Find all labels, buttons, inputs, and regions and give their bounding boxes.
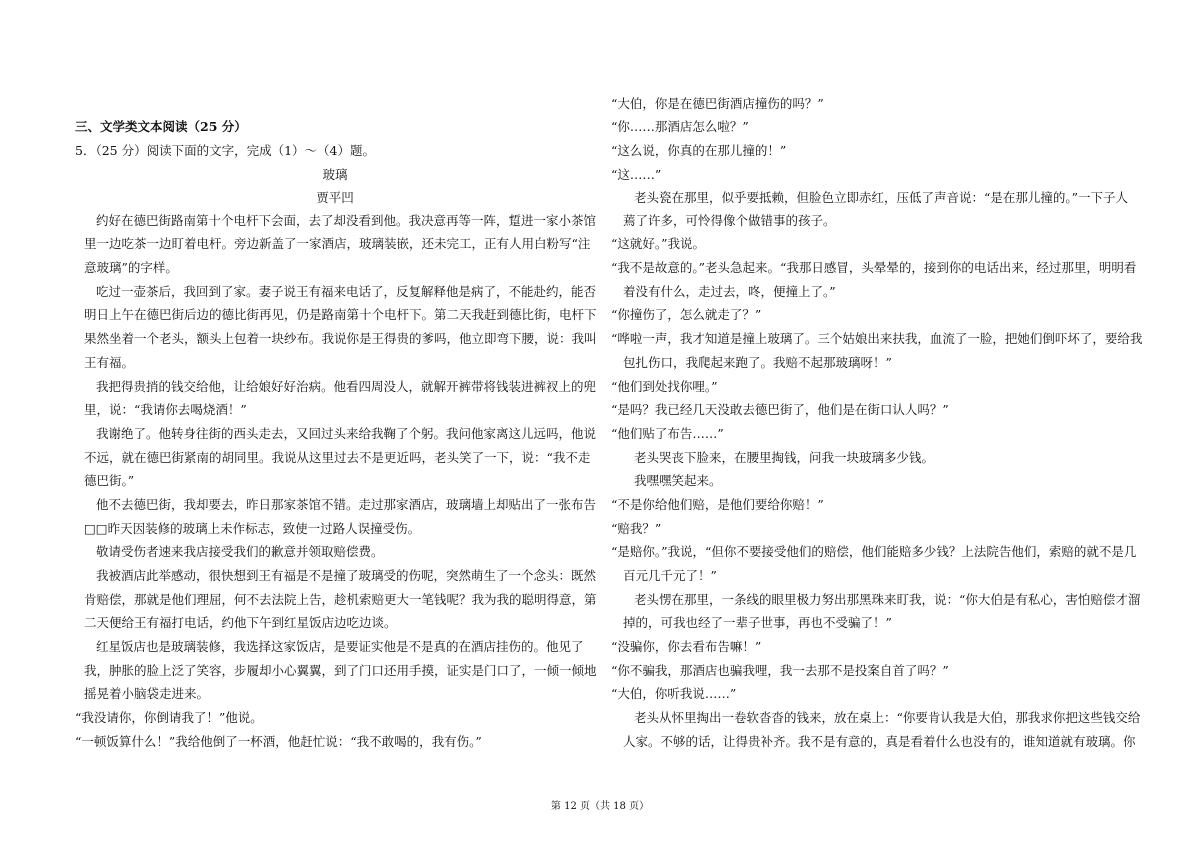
page-footer: 第 12 页（共 18 页） [550, 801, 650, 812]
text-line: 里一边吃茶一边盯着电杆。旁边新盖了一家酒店，玻璃装嵌，还未完工，正有人用白粉写“注 [84, 236, 591, 251]
text-line: “你……那酒店怎么啦？” [611, 119, 749, 134]
text-line: “没骗你，你去看布告嘛！” [611, 639, 762, 654]
text-line: 掉的，可我也经了一辈子世事，再也不受骗了！” [623, 615, 892, 630]
text-line: 老头哭丧下脸来，在腰里掏钱，问我一块玻璃多少钱。 [634, 450, 935, 465]
text-line: 着没有什么，走过去，咚，便撞上了。” [623, 284, 836, 299]
text-line: 我把得贵捎的钱交给他，让给娘好好治病。他看四周没人，就解开裤带将钱装进裤衩上的兜 [96, 379, 597, 394]
text-line: 果然坐着一个老头，额头上包着一块纱布。我说你是王得贵的爹吗，他立即弯下腰，说：我叫 [84, 331, 597, 346]
text-line: “你不骗我，那酒店也骗我哩，我一去那不是投案自首了吗？” [611, 663, 949, 678]
text-line: “这么说，你真的在那儿撞的！” [611, 143, 787, 158]
text-line: 摇晃着小脑袋走进来。 [84, 686, 210, 701]
text-line: 德巴街。” [84, 473, 135, 488]
text-line: “大伯，你是在德巴街酒店撞伤的吗？” [611, 96, 824, 111]
text-line: 肯赔偿，那就是他们理屈，何不去法院上告，趁机索赔更大一笔钱呢？我为我的聪明得意，第 [84, 592, 597, 607]
text-line: “我不是故意的。”老头急起来。“我那日感冒，头晕晕的，接到你的电话出来，经过那里，明明看 [611, 260, 1137, 275]
text-line: “哗啦一声，我才知道是撞上玻璃了。三个姑娘出来扶我，血流了一脸，把她们倒吓坏了，要给我 [611, 331, 1143, 346]
text-line: “赔我？” [611, 521, 662, 536]
text-line: 吃过一壶茶后，我回到了家。妻子说王有福来电话了，反复解释他是病了，不能赴约，能否 [96, 284, 597, 299]
story-title: 玻璃 [322, 167, 348, 182]
text-line: 红星饭店也是玻璃装修，我选择这家饭店，是要证实他是不是真的在酒店挂伤的。他见了 [96, 639, 584, 654]
text-line: 百元几千元了！” [623, 568, 717, 583]
text-line: 我谢绝了。他转身往街的西头走去，又回过头来给我鞠了个躬。我问他家离这儿远吗，他说 [96, 426, 597, 441]
text-line: 包扎伤口，我爬起来跑了。我赔不起那玻璃呀！” [623, 355, 892, 370]
text-line: “你撞伤了，怎么就走了？” [611, 307, 762, 322]
story-author: 贾平凹 [316, 190, 354, 205]
text-line: 人家。不够的话，让得贵补齐。我不是有意的，真是看着什么也没有的，谁知道就有玻璃。你 [623, 734, 1136, 749]
text-line: “大伯，你听我说……” [611, 686, 737, 701]
text-line: 我，肿胀的脸上泛了笑容，步履却小心翼翼，到了门口还用手摸，证实是门口了，一倾一倾地 [84, 663, 597, 678]
text-line: “我没请你，你倒请我了！”他说。 [75, 710, 263, 725]
text-line: 老头愣在那里，一条线的眼里极力努出那黑珠来盯我，说：“你大伯是有私心，害怕赔偿才溜 [634, 592, 1141, 607]
text-line: 王有福。 [84, 355, 135, 370]
text-line: 敬请受伤者速来我店接受我们的歉意并领取赔偿费。 [96, 544, 384, 559]
text-line: 二天便给王有福打电话，约他下午到红星饭店边吃边谈。 [84, 615, 397, 630]
text-line: 明日上午在德巴街后边的德比街再见，仍是路南第十个电杆下。第二天我赶到德比街，电杆下 [84, 307, 597, 322]
text-line: “他们贴了布告……” [611, 426, 724, 441]
text-line: 我嘿嘿笑起来。 [634, 473, 722, 488]
text-line: “是赔你。”我说，“但你不要接受他们的赔偿，他们能赔多少钱？上法院告他们，索赔的就不是几 [611, 544, 1137, 559]
text-line: 里，说：“我请你去喝烧酒！” [84, 402, 247, 417]
text-line: 不远，就在德巴街紧南的胡同里。我说从这里过去不是更近吗，老头笑了一下，说：“我不走 [84, 450, 591, 465]
section-heading: 三、文学类文本阅读（25 分） [75, 119, 247, 134]
text-line: “这……” [611, 167, 662, 182]
text-line: 约好在德巴街路南第十个电杆下会面，去了却没看到他。我决意再等一阵，踅进一家小茶馆 [96, 213, 597, 228]
text-line: 蔫了许多，可怜得像个做错事的孩子。 [623, 213, 836, 228]
text-line: “一顿饭算什么！”我给他倒了一杯酒，他赶忙说：“我不敢喝的，我有伤。” [75, 734, 482, 749]
text-line: 意玻璃”的字样。 [84, 260, 178, 275]
text-line: “这就好。”我说。 [611, 236, 706, 251]
question-prompt: 5．（25 分）阅读下面的文字，完成（1）～（4）题。 [75, 143, 375, 158]
text-line: “是吗？我已经几天没敢去德巴街了，他们是在街口认人吗？” [611, 402, 949, 417]
text-line: 老头瓷在那里，似乎要抵赖，但脸色立即赤红，压低了声音说：“是在那儿撞的。”一下子人 [634, 190, 1129, 205]
text-line: 我被酒店此举感动，很快想到王有福是不是撞了玻璃受的伤呢，突然萌生了一个念头：既然 [96, 568, 597, 583]
text-line: □□昨天因装修的玻璃上未作标志，致使一过路人误撞受伤。 [84, 521, 421, 536]
text-line: 他不去德巴街，我却要去，昨日那家茶馆不错。走过那家酒店，玻璃墙上却贴出了一张布告 [96, 497, 597, 512]
text-line: “不是你给他们赔，是他们要给你赔！” [611, 497, 824, 512]
text-line: “他们到处找你哩。” [611, 379, 718, 394]
text-line: 老头从怀里掏出一卷软沓沓的钱来，放在桌上：“你要肯认我是大伯，那我求你把这些钱交给 [634, 710, 1141, 725]
